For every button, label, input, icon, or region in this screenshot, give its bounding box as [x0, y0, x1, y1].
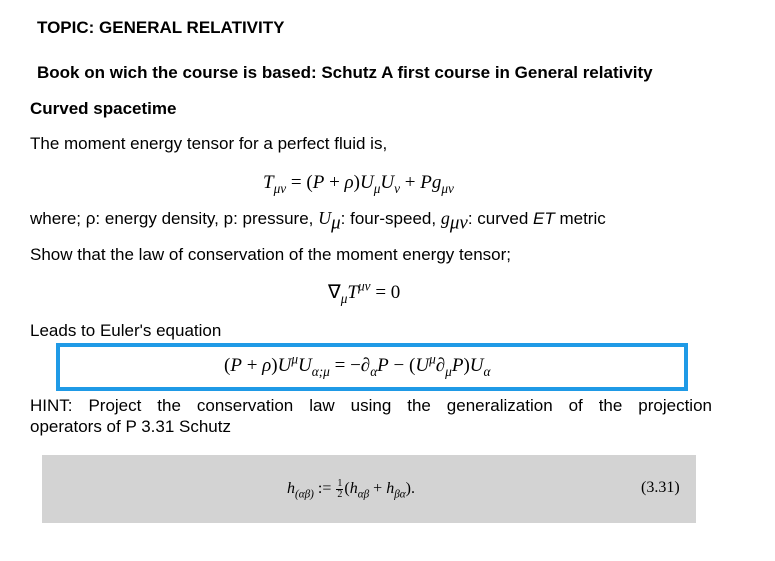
hint-text-continued: operators of P 3.31 Schutz: [30, 417, 231, 436]
section-title: Curved spacetime: [30, 99, 177, 118]
topic-heading: TOPIC: GENERAL RELATIVITY: [37, 18, 285, 37]
book-reference: Book on wich the course is based: Schutz A first course in General relativity: [37, 63, 653, 82]
hint-text: HINT: Project the conservation law using the generalization of the projection: [30, 396, 712, 415]
tensor-equation: $T_{\mu\nu} = (P + \rho)U_\mu U_\nu + Pg_{\mu\nu}$: [263, 172, 454, 196]
leads-text: Leads to Euler's equation: [30, 321, 222, 340]
conservation-equation: $\nabla_\mu T^{\mu\nu} = 0$: [328, 278, 401, 306]
euler-equation: $(P + \rho)U^\mu U_{\alpha;\mu} = -\partial_\alpha P - (U^\mu\partial_\mu P)U_\alpha$: [224, 351, 491, 379]
equation-number: (3.31): [641, 479, 680, 496]
task-statement: Show that the law of conservation of the moment energy tensor;: [30, 245, 511, 264]
variable-definitions: where; ρ: energy density, p: pressure, $U_\mu$: four-speed, $g_{\mu\nu}$: curved ET metric: [30, 208, 606, 234]
one-half-fraction: $\frac{1}{2}$: [337, 478, 343, 500]
projection-equation: $h_{(\alpha\beta)}$ := $\frac{1}{2}$ $(h_{\alpha\beta} + h_{\beta\alpha})$.: [287, 478, 415, 501]
intro-text: The moment energy tensor for a perfect fluid is,: [30, 134, 388, 153]
